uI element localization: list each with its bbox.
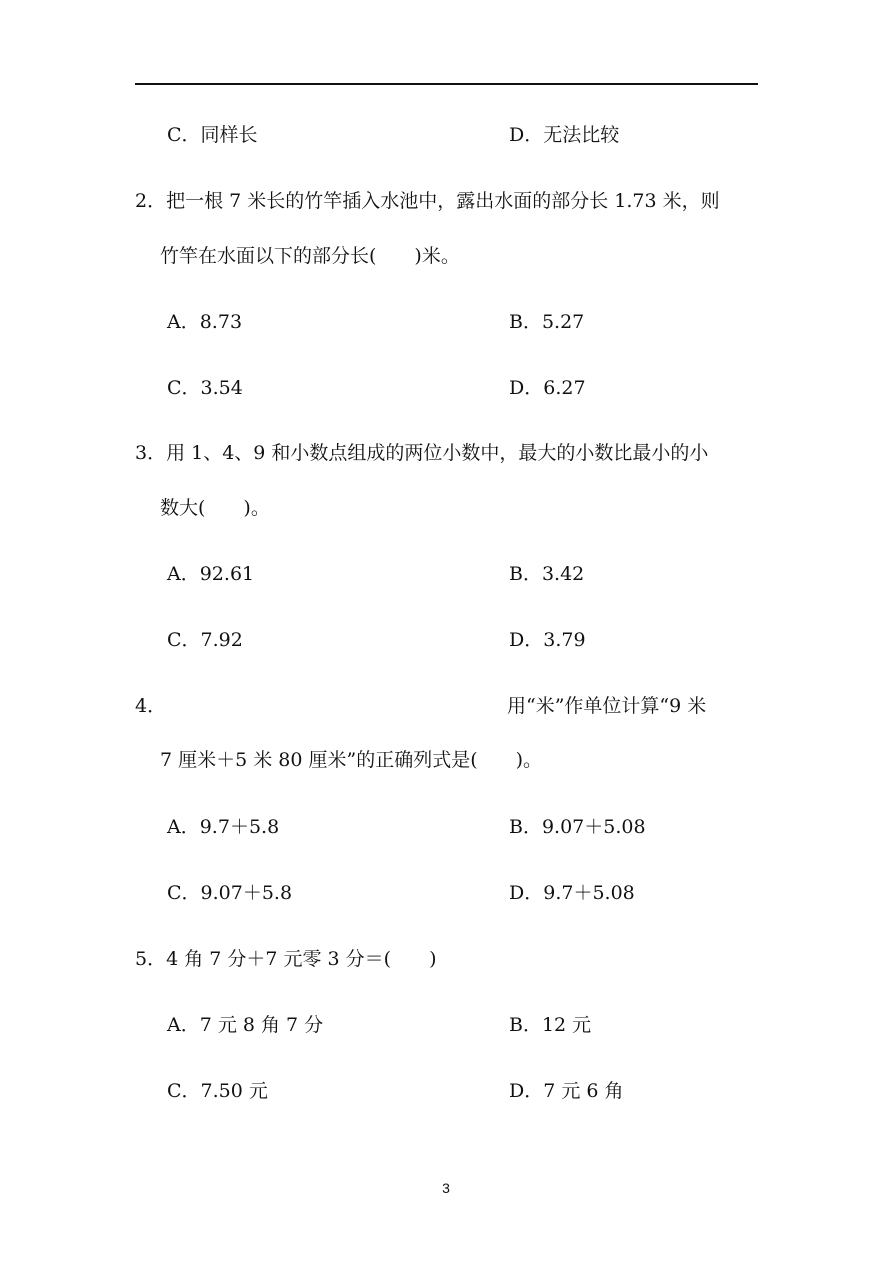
q2-stem-line2: 竹竿在水面以下的部分长( )米。 <box>160 245 460 267</box>
q4-option-c: C．9.07＋5.8 <box>167 882 293 904</box>
q5-option-d: D．7 元 6 角 <box>509 1080 624 1102</box>
q4-option-d: D．9.7＋5.08 <box>509 882 635 904</box>
q4-option-a: A．9.7＋5.8 <box>167 816 280 838</box>
q5-option-c: C．7.50 元 <box>167 1080 268 1102</box>
q3-option-c: C．7.92 <box>167 629 243 651</box>
q4-number: 4． <box>135 695 167 717</box>
q1-option-c: C．同样长 <box>167 124 258 146</box>
q3-stem-line2: 数大( )。 <box>160 497 270 519</box>
q5-option-b: B．12 元 <box>509 1014 592 1036</box>
q5-option-a: A．7 元 8 角 7 分 <box>167 1014 324 1036</box>
q2-option-b: B．5.27 <box>509 311 585 333</box>
q2-option-a: A．8.73 <box>167 311 243 333</box>
q3-option-d: D．3.79 <box>509 629 586 651</box>
q1-option-d: D．无法比较 <box>509 124 620 146</box>
q2-option-c: C．3.54 <box>167 377 243 399</box>
q3-stem-line1: 3．用 1、4、9 和小数点组成的两位小数中，最大的小数比最小的小 <box>135 442 709 464</box>
q2-option-d: D．6.27 <box>509 377 586 399</box>
q4-stem-line1: 用“米”作单位计算“9 米 <box>507 695 707 717</box>
q3-option-a: A．92.61 <box>167 563 255 585</box>
q4-stem-line2: 7 厘米＋5 米 80 厘米”的正确列式是( )。 <box>160 749 543 771</box>
q3-option-b: B．3.42 <box>509 563 585 585</box>
q4-option-b: B．9.07＋5.08 <box>509 816 646 838</box>
header-rule <box>135 83 758 85</box>
page-number: 3 <box>442 1180 450 1196</box>
q2-stem-line1: 2．把一根 7 米长的竹竿插入水池中，露出水面的部分长 1.73 米，则 <box>135 190 720 212</box>
q5-stem-line1: 5．4 角 7 分＋7 元零 3 分＝( ) <box>135 948 437 970</box>
